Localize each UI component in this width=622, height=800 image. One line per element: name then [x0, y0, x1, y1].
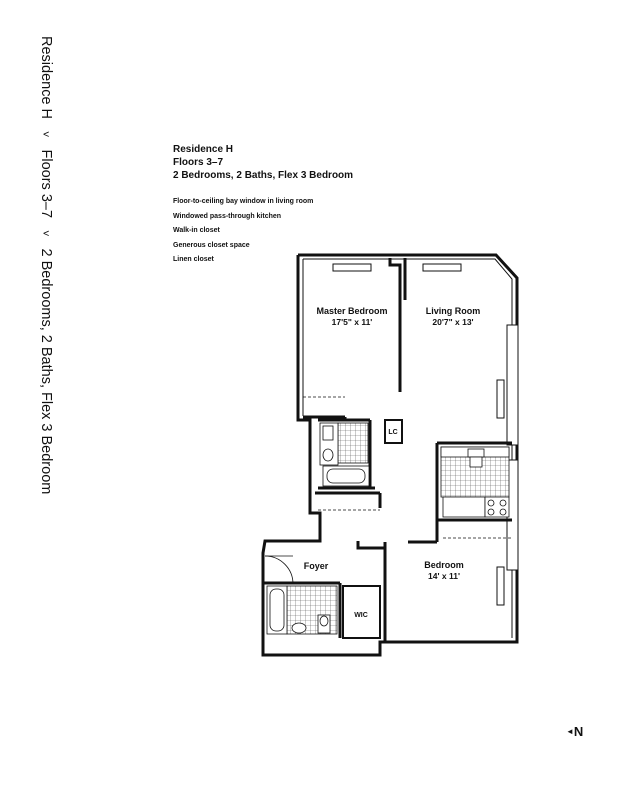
upper-bathroom	[320, 423, 369, 486]
header-layout: 2 Bedrooms, 2 Baths, Flex 3 Bedroom	[173, 170, 354, 181]
chevron-separator-icon: ˅	[39, 131, 51, 138]
wic-label: WIC	[354, 612, 368, 619]
lower-bathroom	[267, 586, 337, 634]
kitchen	[441, 447, 509, 517]
bedroom-dims: 14' x 11'	[428, 571, 460, 581]
lc-label: LC	[388, 429, 398, 436]
chevron-separator-icon: ˅	[39, 230, 51, 237]
north-label: N	[573, 724, 584, 739]
feature-item: Linen closet	[173, 256, 214, 263]
master-bedroom-dims: 17'5" x 11'	[331, 317, 373, 327]
living-room-label: Living Room	[425, 306, 481, 316]
side-title-floors: Floors 3–7	[38, 149, 54, 219]
feature-item: Windowed pass-through kitchen	[173, 212, 282, 220]
side-title-layout: 2 Bedrooms, 2 Baths, Flex 3 Bedroom	[38, 248, 54, 495]
foyer-label: Foyer	[303, 561, 329, 571]
header-floors: Floors 3–7	[173, 157, 224, 168]
feature-item: Generous closet space	[173, 241, 250, 249]
header-residence: Residence H	[173, 144, 234, 155]
master-bedroom-label: Master Bedroom	[316, 306, 388, 316]
living-room-dims: 20'7" x 13'	[432, 317, 474, 327]
feature-item: Walk-in closet	[173, 227, 220, 234]
feature-item: Floor-to-ceiling bay window in living room	[173, 198, 314, 205]
north-arrow-icon: ◄	[566, 727, 574, 736]
north-indicator	[566, 724, 583, 739]
side-title-residence: Residence H	[38, 36, 54, 120]
bedroom-label: Bedroom	[424, 560, 464, 570]
